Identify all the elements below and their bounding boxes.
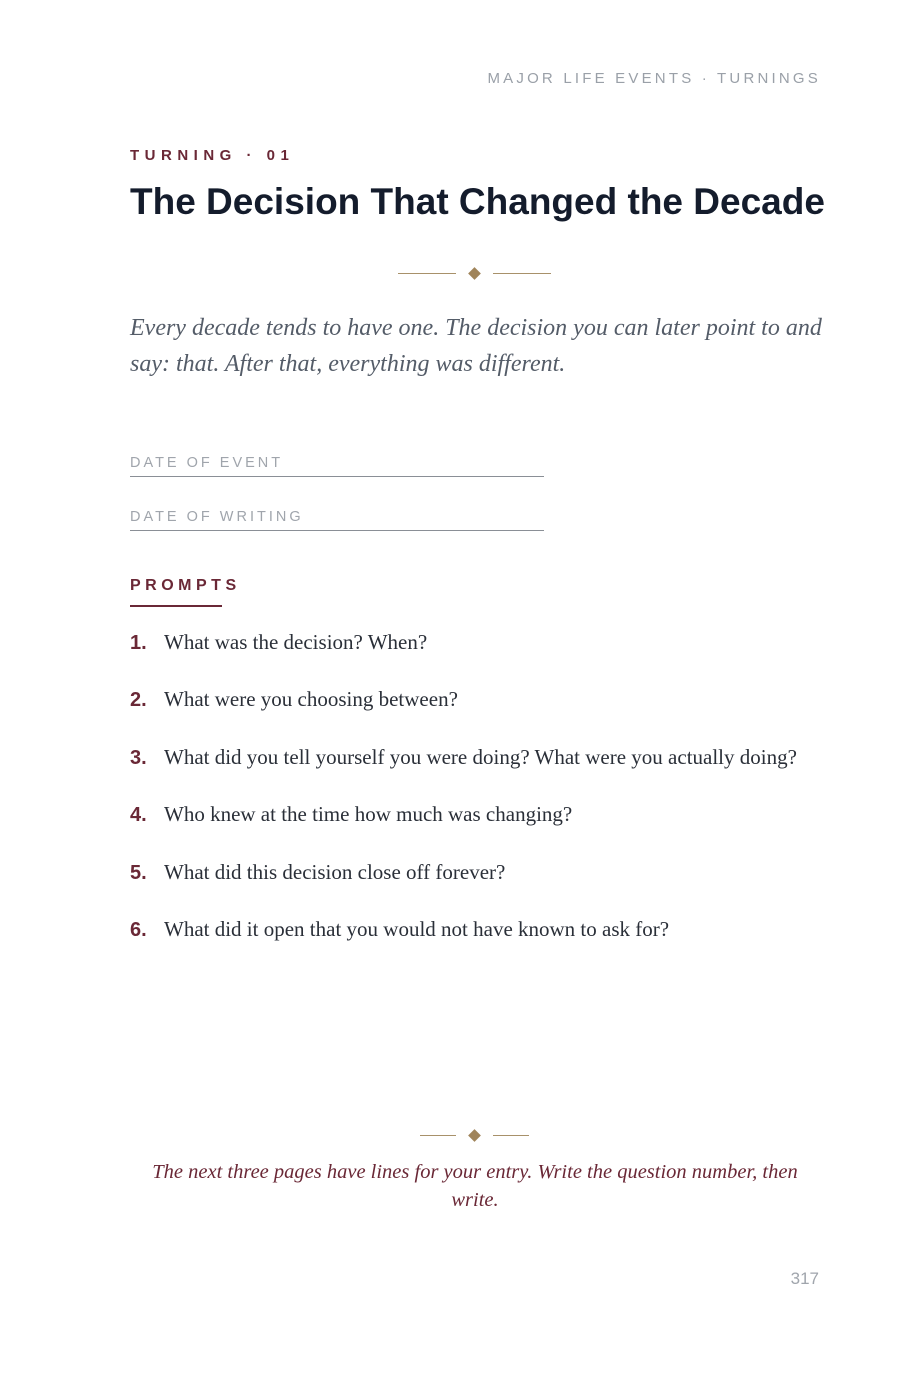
- diamond-icon: [468, 1129, 481, 1142]
- divider-rule-right: [493, 273, 551, 274]
- date-of-event-label: DATE OF EVENT: [130, 455, 284, 471]
- prompt-item: [130, 745, 797, 802]
- section-eyebrow: TURNING · 01: [130, 147, 295, 164]
- divider-rule-left: [420, 1135, 456, 1136]
- date-of-writing-label: DATE OF WRITING: [130, 509, 304, 525]
- date-of-event-field[interactable]: [130, 454, 544, 477]
- prompt-item: [130, 860, 797, 917]
- prompt-text: What did you tell yourself you were doing? What were you actually doing?: [164, 744, 797, 769]
- prompt-text: What were you choosing between?: [164, 687, 458, 712]
- prompt-number: 3.: [130, 746, 147, 769]
- running-head: MAJOR LIFE EVENTS · TURNINGS: [487, 70, 821, 87]
- prompt-item: [130, 630, 797, 687]
- prompt-text: What was the decision? When?: [164, 630, 428, 654]
- diamond-icon: [468, 267, 481, 280]
- closing-note: The next three pages have lines for your entry. Write the question number, then write.: [152, 1161, 798, 1211]
- page-title: The Decision That Changed the Decade: [130, 181, 825, 222]
- divider-rule-right: [493, 1135, 529, 1136]
- date-of-writing-field[interactable]: [130, 508, 544, 531]
- prompt-number: 5.: [130, 861, 147, 884]
- intro-text: Every decade tends to have one. The decision you can later point to and say: that. After that, everything was different.: [130, 315, 822, 377]
- prompt-item: [130, 802, 797, 859]
- divider-ornament-top: [0, 269, 919, 278]
- prompt-number: 1.: [130, 632, 147, 654]
- prompt-item: [130, 917, 797, 974]
- prompts-heading: PROMPTS: [130, 577, 241, 594]
- prompt-number: 2.: [130, 689, 147, 712]
- prompt-text: What did this decision close off forever?: [164, 859, 506, 884]
- prompt-number: 4.: [130, 804, 147, 827]
- prompts-heading-underline: [130, 605, 222, 607]
- divider-ornament-bottom: [0, 1131, 919, 1140]
- prompt-number: 6.: [130, 918, 147, 941]
- prompt-list: [130, 630, 797, 974]
- prompt-item: [130, 687, 797, 744]
- prompt-text: Who knew at the time how much was changing?: [164, 802, 573, 827]
- page-number: 317: [790, 1269, 819, 1288]
- divider-rule-left: [398, 273, 456, 274]
- prompt-text: What did it open that you would not have known to ask for?: [164, 916, 670, 941]
